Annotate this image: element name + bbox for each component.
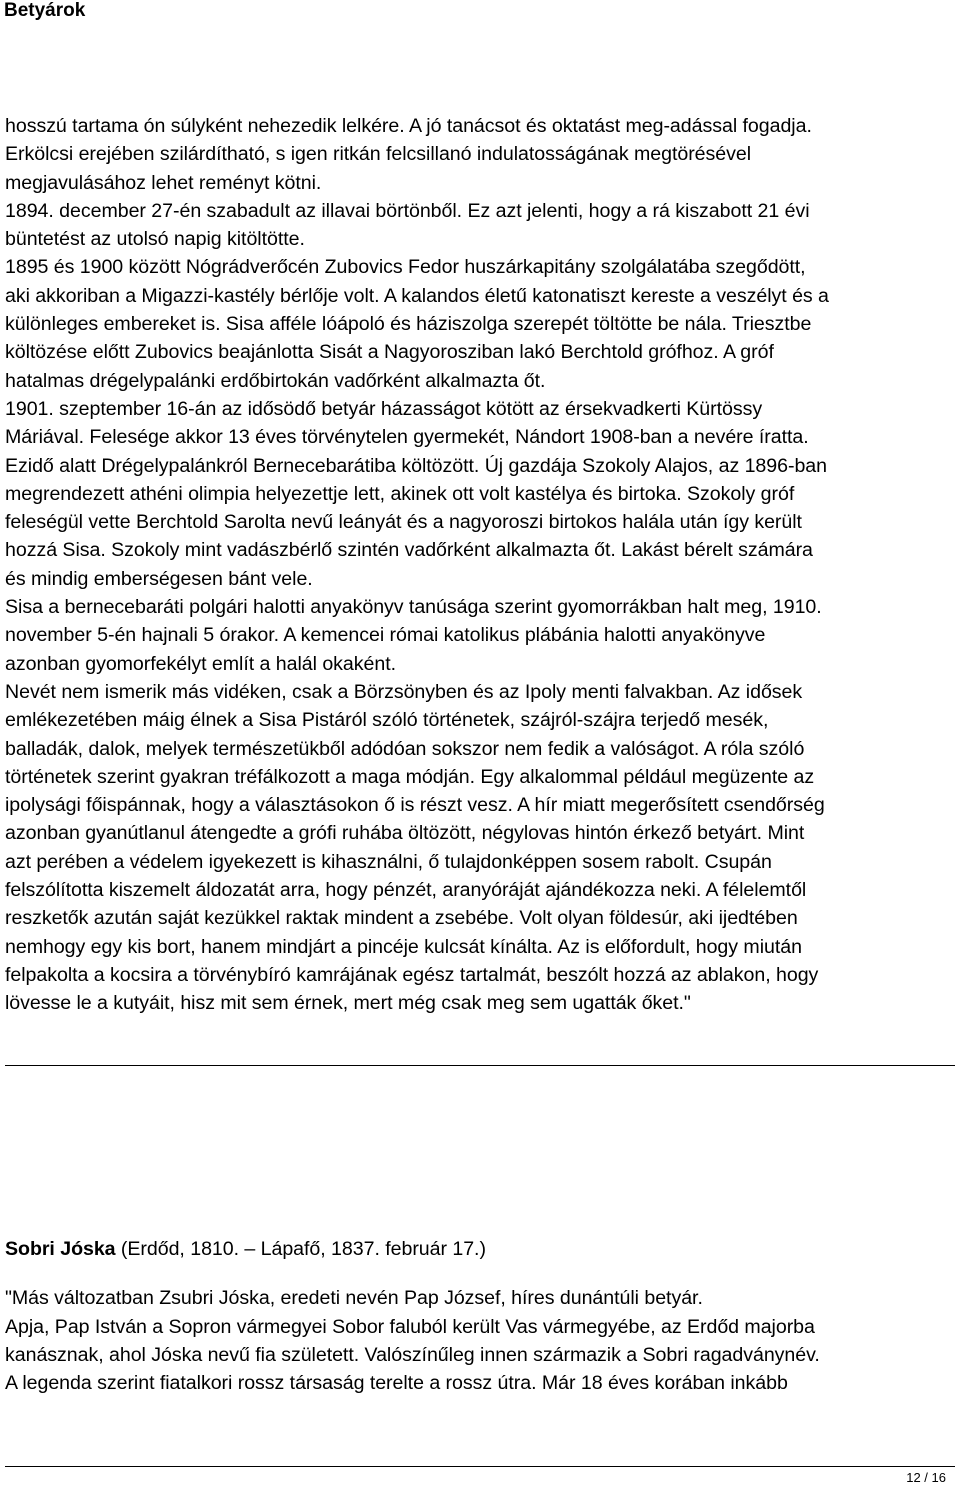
body-text-line: 1895 és 1900 között Nógrádverőcén Zubovics Fedor huszárkapitány szolgálatába szegődött, — [5, 256, 806, 279]
body-text-line: megrendezett athéni olimpia helyezettje lett, akinek ott volt kastélya és birtoka. Szokoly gróf — [5, 482, 795, 505]
body-text-line: ipolysági főispánnak, hogy a választásokon ő is részt vesz. A hír miatt megerősített csendőrség — [5, 794, 825, 817]
section-paragraph — [5, 1284, 955, 1397]
body-text-line: nemhogy egy kis bort, hanem mindjárt a pincéje kulcsát kínálta. Az is előfordult, hogy miután — [5, 935, 802, 958]
body-text-line: balladák, dalok, melyek természetükből adódóan sokszor nem fedik a valóságot. A róla szóló — [5, 737, 805, 760]
heading-name: Sobri Jóska — [5, 1238, 116, 1260]
body-text-line: lövesse le a kutyáit, hisz mit sem érnek, mert még csak meg sem ugatták őket." — [5, 992, 691, 1015]
body-text-line: 1894. december 27-én szabadult az illavai börtönből. Ez azt jelenti, hogy a rá kiszabott 21 évi — [5, 199, 810, 222]
body-text-line: Erkölcsi erejében szilárdítható, s igen ritkán felcsillanó indulatosságának megtörésével — [5, 143, 752, 166]
body-text-line: azonban gyomorfekélyt említ a halál okaként. — [5, 652, 396, 675]
section-text-line: kanásznak, ahol Jóska nevű fia született. Valószínűleg innen származik a Sobri ragadványnév. — [5, 1343, 820, 1366]
body-text-line: Máriával. Felesége akkor 13 éves törvénytelen gyermekét, Nándort 1908-ban a nevére íratta. — [5, 426, 809, 449]
body-text-line: különleges embereket is. Sisa afféle lóápoló és háziszolga szerepét töltötte be nála. Triesztbe — [5, 313, 812, 336]
section-heading — [5, 1235, 955, 1263]
footer-divider — [5, 1466, 955, 1467]
section-text-line: "Más változatban Zsubri Jóska, eredeti nevén Pap József, híres dunántúli betyár. — [5, 1287, 703, 1310]
body-text-line: történetek szerint gyakran tréfálkozott a maga módján. Egy alkalommal például megüzente az — [5, 765, 815, 788]
section-sobri-joska — [5, 1235, 955, 1397]
section-text-line: A legenda szerint fiatalkori rossz társaság terelte a rossz útra. Már 18 éves korában inkább — [5, 1372, 788, 1395]
body-text-line: költözése előtt Zubovics beajánlotta Sisát a Nagyorosziban lakó Berchtold grófhoz. A gróf — [5, 341, 774, 364]
running-header: Betyárok — [4, 0, 86, 21]
body-text-line: reszketők azután saját kezükkel raktak mindent a zsebébe. Volt olyan földesúr, aki ijedtében — [5, 907, 798, 930]
page-number: 12 / 16 — [906, 1470, 946, 1485]
body-text-line: Nevét nem ismerik más vidéken, csak a Börzsönyben és az Ipoly menti falvakban. Az idősek — [5, 680, 803, 703]
body-text-line: és mindig emberségesen bánt vele. — [5, 567, 313, 590]
body-text-line: november 5-én hajnali 5 órakor. A kemencei római katolikus plábánia halotti anyakönyve — [5, 624, 766, 647]
body-text-line: emlékezetében máig élnek a Sisa Pistáról szóló történetek, szájról-szájra terjedő mesék, — [5, 709, 769, 732]
body-text-line: azonban gyanútlanul átengedte a grófi ruhába öltözött, négylovas hintón érkező betyárt. Mint — [5, 822, 805, 845]
body-text-line: felpakolta a kocsira a törvénybíró kamrájának egész tartalmát, beszólt hozzá az ablakon, hogy — [5, 963, 819, 986]
body-text-line: hatalmas drégelypalánki erdőbirtokán vadőrként alkalmazta őt. — [5, 369, 546, 392]
body-text-line: 1901. szeptember 16-án az idősödő betyár házasságot kötött az érsekvadkerti Kürtössy — [5, 397, 763, 420]
body-text-line: Sisa a bernecebaráti polgári halotti anyakönyv tanúsága szerint gyomorrákban halt meg, 1910. — [5, 596, 822, 619]
body-text-line: megjavulásához lehet reményt kötni. — [5, 171, 322, 194]
body-text-line: felszólította kiszemelt áldozatát arra, hogy pénzét, aranyóráját ajándékozza neki. A félelemtől — [5, 879, 807, 902]
body-text-line: azt perében a védelem igyekezett is kihasználni, ő tulajdonképpen sosem rabolt. Csupán — [5, 850, 772, 873]
body-text-line: aki akkoriban a Migazzi-kastély bérlője volt. A kalandos életű katonatiszt kereste a veszélyt és a — [5, 284, 829, 307]
section-divider — [5, 1065, 955, 1066]
body-text-line: büntetést az utolsó napig kitöltötte. — [5, 228, 305, 251]
body-text-line: hosszú tartama ón súlyként nehezedik lelkére. A jó tanácsot és oktatást meg-adással fogadja. — [5, 115, 812, 137]
body-text-line: Ezidő alatt Drégelypalánkról Bernecebarátiba költözött. Új gazdája Szokoly Alajos, az 1896-ban — [5, 454, 827, 477]
body-text-line: hozzá Sisa. Szokoly mint vadászbérlő szintén vadőrként alkalmazta őt. Lakást bérelt számára — [5, 539, 813, 562]
body-text — [5, 112, 955, 1018]
body-text-line: feleségül vette Berchtold Sarolta nevű leányát és a nagyoroszi birtokos halála után így került — [5, 511, 802, 534]
heading-details: (Erdőd, 1810. – Lápafő, 1837. február 17.) — [115, 1238, 486, 1260]
section-text-line: Apja, Pap István a Sopron vármegyei Sobor faluból került Vas vármegyébe, az Erdőd majorba — [5, 1315, 815, 1338]
